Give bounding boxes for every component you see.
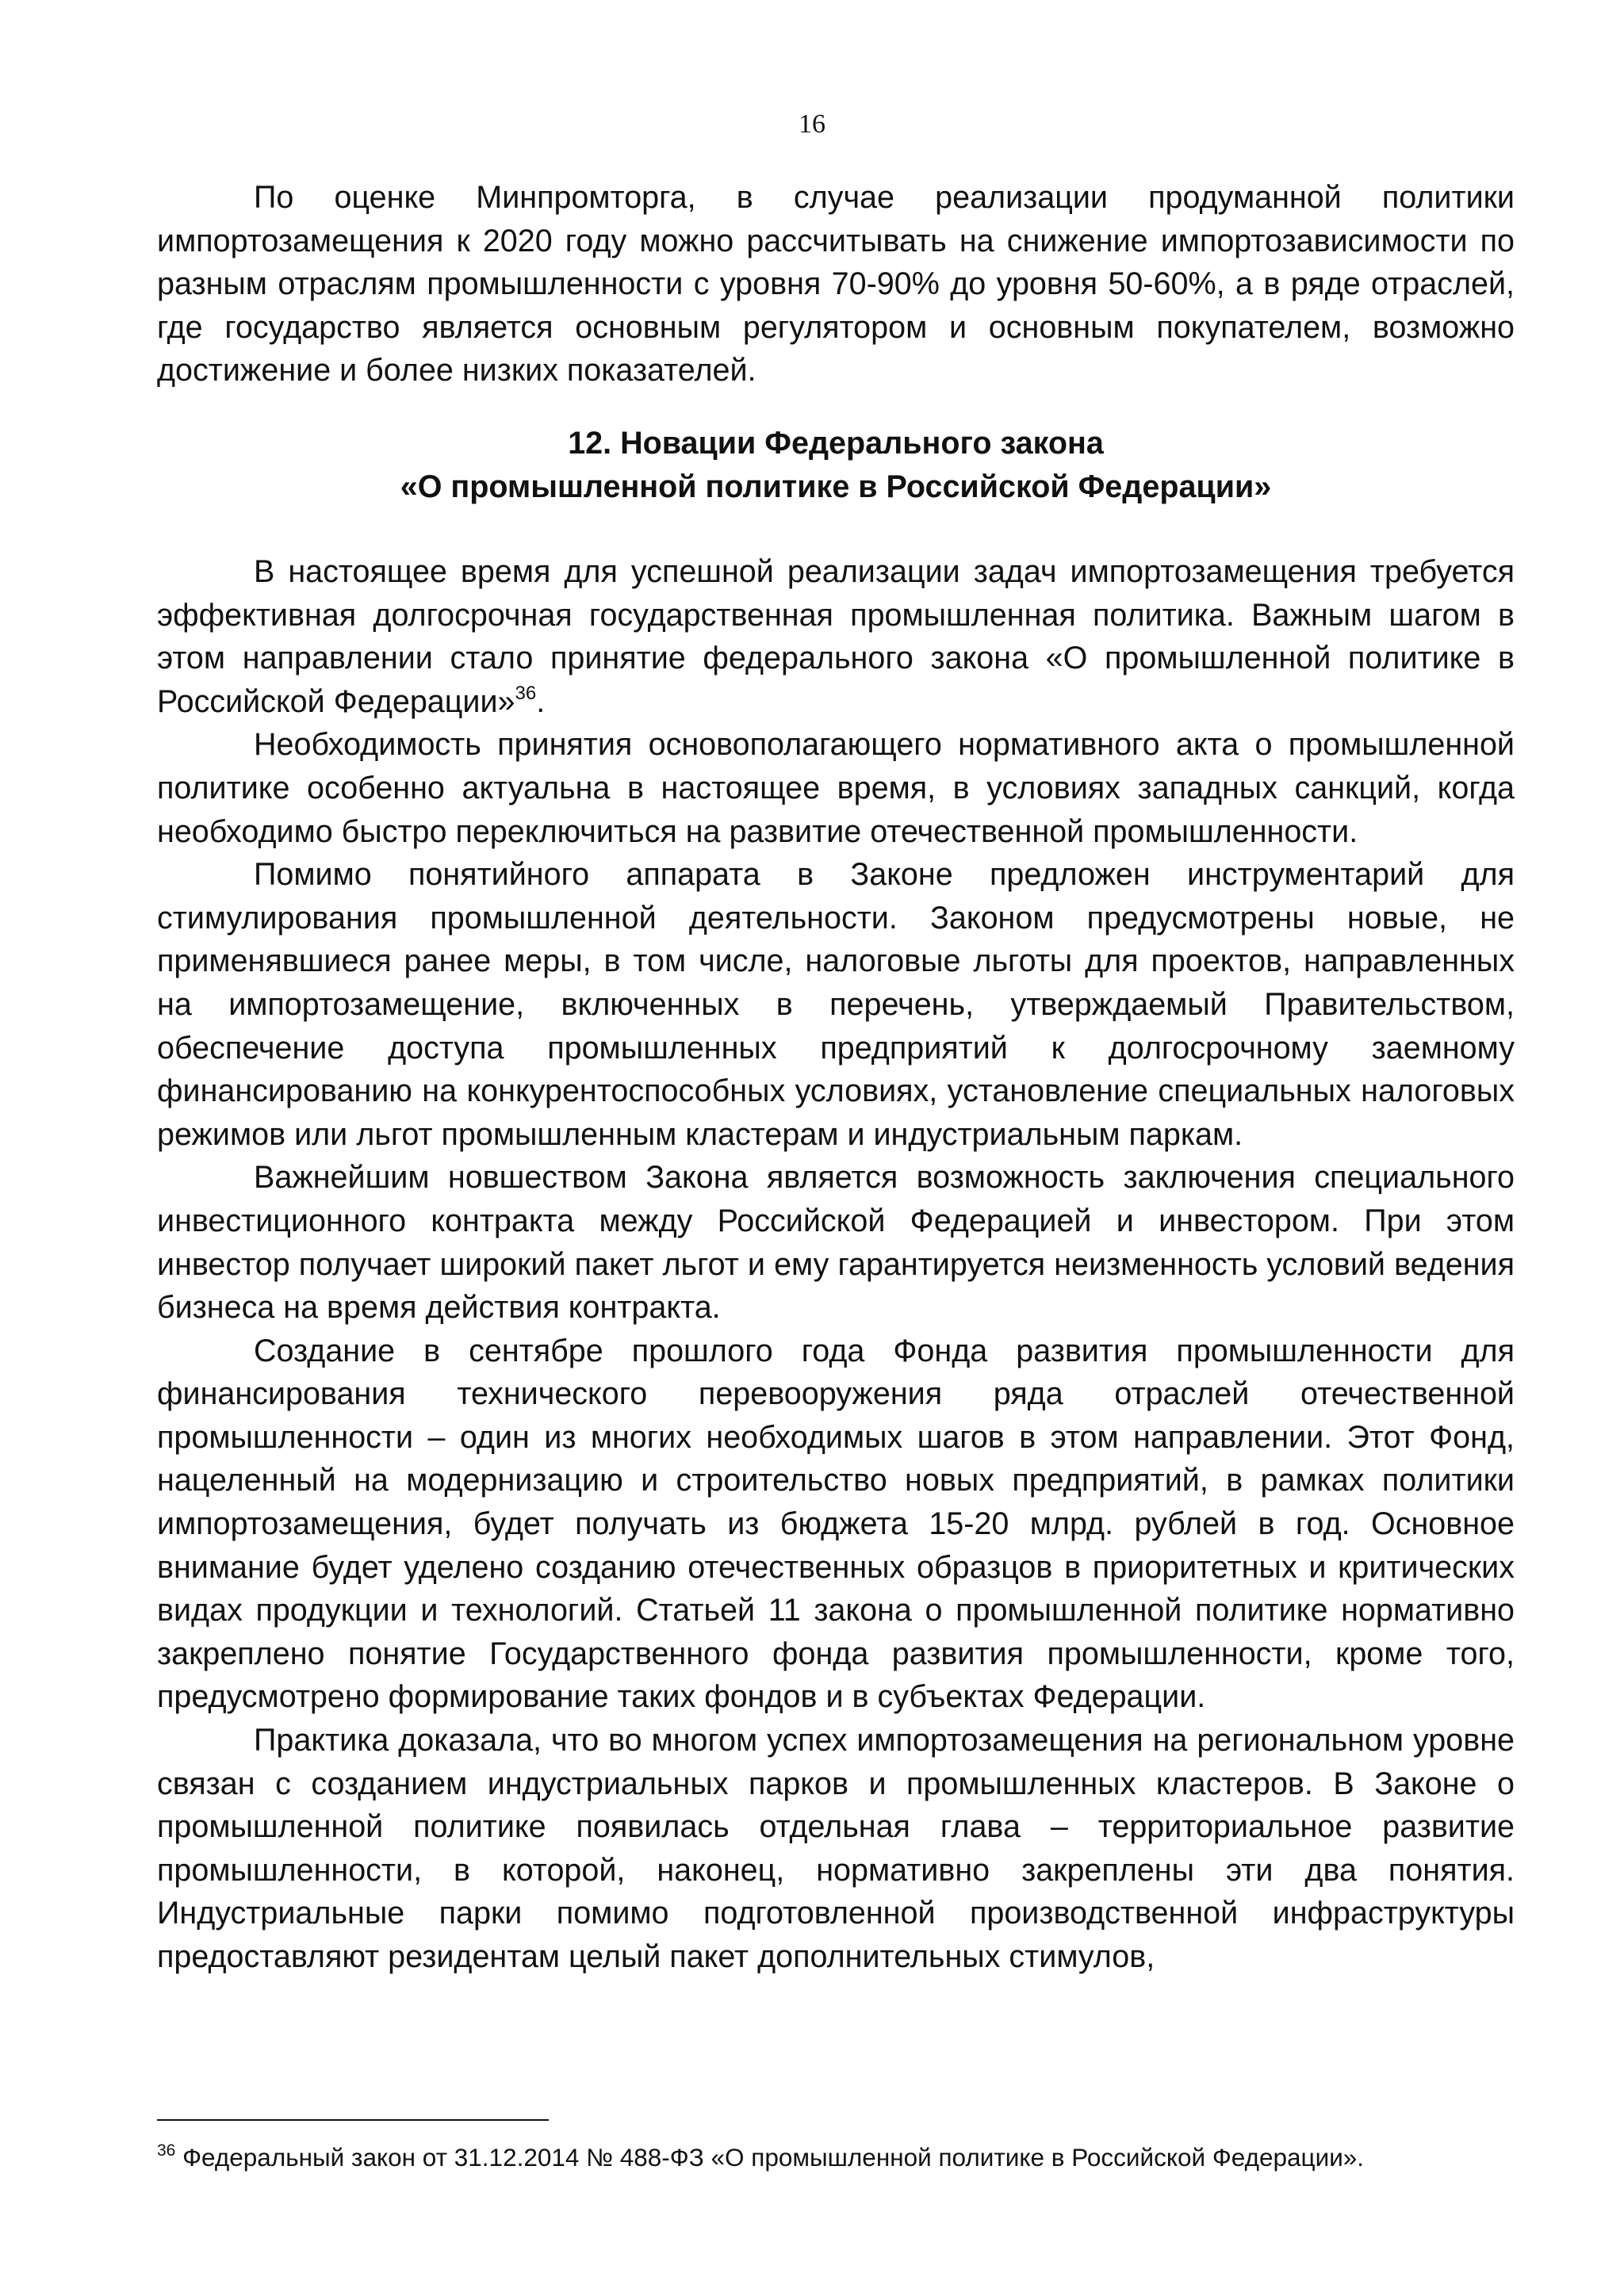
section-paragraph-6: Практика доказала, что во многом успех импортозамещения на региональном уровне связан с созданием индустриальных парков и промышленных кластеров. В Законе о промышленной политике появилась отдельная глава – территориальное развитие промышленности, в которой, наконец, нормативно закреплены эти два понятия. Индустриальные парки помимо подготовленной производственной инфраструктуры предоставляют резидентам целый пакет дополнительных стимулов, [157, 1723, 1515, 1974]
footnote-text: Федеральный закон от 31.12.2014 № 488-ФЗ «О промышленной политике в Российской Федерации». [175, 2143, 1365, 2172]
paragraph-1-end: . [536, 683, 546, 719]
footnote [157, 2141, 1515, 2174]
footnote-number: 36 [157, 2141, 176, 2160]
section-title [157, 422, 1515, 508]
footnote-separator [157, 2119, 549, 2121]
section-paragraph-3: Помимо понятийного аппарата в Законе предложен инструментарий для стимулирования промышленной деятельности. Законом предусмотрены новые, не применявшиеся ранее меры, в том числе, налоговые льготы для проектов, направленных на импортозамещение, включенных в перечень, утверждаемый Правительством, обеспечение доступа промышленных предприятий к долгосрочному заемному финансированию на конкурентоспособных условиях, установление специальных налоговых режимов или льгот промышленным кластерам и индустриальным паркам. [157, 857, 1515, 1152]
section-heading [157, 422, 1515, 508]
section-title-line1: 12. Новации Федерального закона [568, 426, 1104, 461]
section-paragraph-5: Создание в сентябре прошлого года Фонда развития промышленности для финансирования технического перевооружения ряда отраслей отечественной промышленности – один из многих необходимых шагов в этом направлении. Этот Фонд, нацеленный на модернизацию и строительство новых предприятий, в рамках политики импортозамещения, будет получать из бюджета 15-20 млрд. рублей в год. Основное внимание будет уделено созданию отечественных образцов в приоритетных и критических видах продукции и технологий. Статьей 11 закона о промышленной политике нормативно закреплено понятие Государственного фонда развития промышленности, кроме того, предусмотрено формирование таких фондов и в субъектах Федерации. [157, 1333, 1515, 1715]
intro-paragraph: По оценке Минпромторга, в случае реализации продуманной политики импортозамещения к 2020 году можно рассчитывать на снижение импортозависимости по разным отраслям промышленности с уровня 70-90% до уровня 50-60%, а в ряде отраслей, где государство является основным регулятором и основным покупателем, возможно достижение и более низких показателей. [157, 180, 1515, 388]
intro-block [157, 176, 1515, 392]
paragraph-1-text: В настоящее время для успешной реализации задач импортозамещения требуется эффективная долгосрочная государственная промышленная политика. Важным шагом в этом направлении стало принятие федерального закона «О промышленной политике в Российской Федерации» [157, 554, 1515, 719]
section-body [157, 550, 1515, 1979]
section-title-line2: «О промышленной политике в Российской Федерации» [400, 469, 1272, 504]
footnote-reference: 36 [515, 682, 537, 704]
section-paragraph-2: Необходимость принятия основополагающего нормативного акта о промышленной политике особенно актуальна в настоящее время, в условиях западных санкций, когда необходимо быстро переключиться на развитие отечественной промышленности. [157, 727, 1515, 849]
section-paragraph-4: Важнейшим новшеством Закона является возможность заключения специального инвестиционного контракта между Российской Федерацией и инвестором. При этом инвестор получает широкий пакет льгот и ему гарантируется неизменность условий ведения бизнеса на время действия контракта. [157, 1160, 1515, 1326]
page-number: 16 [799, 109, 825, 139]
section-paragraph-1 [157, 550, 1515, 723]
